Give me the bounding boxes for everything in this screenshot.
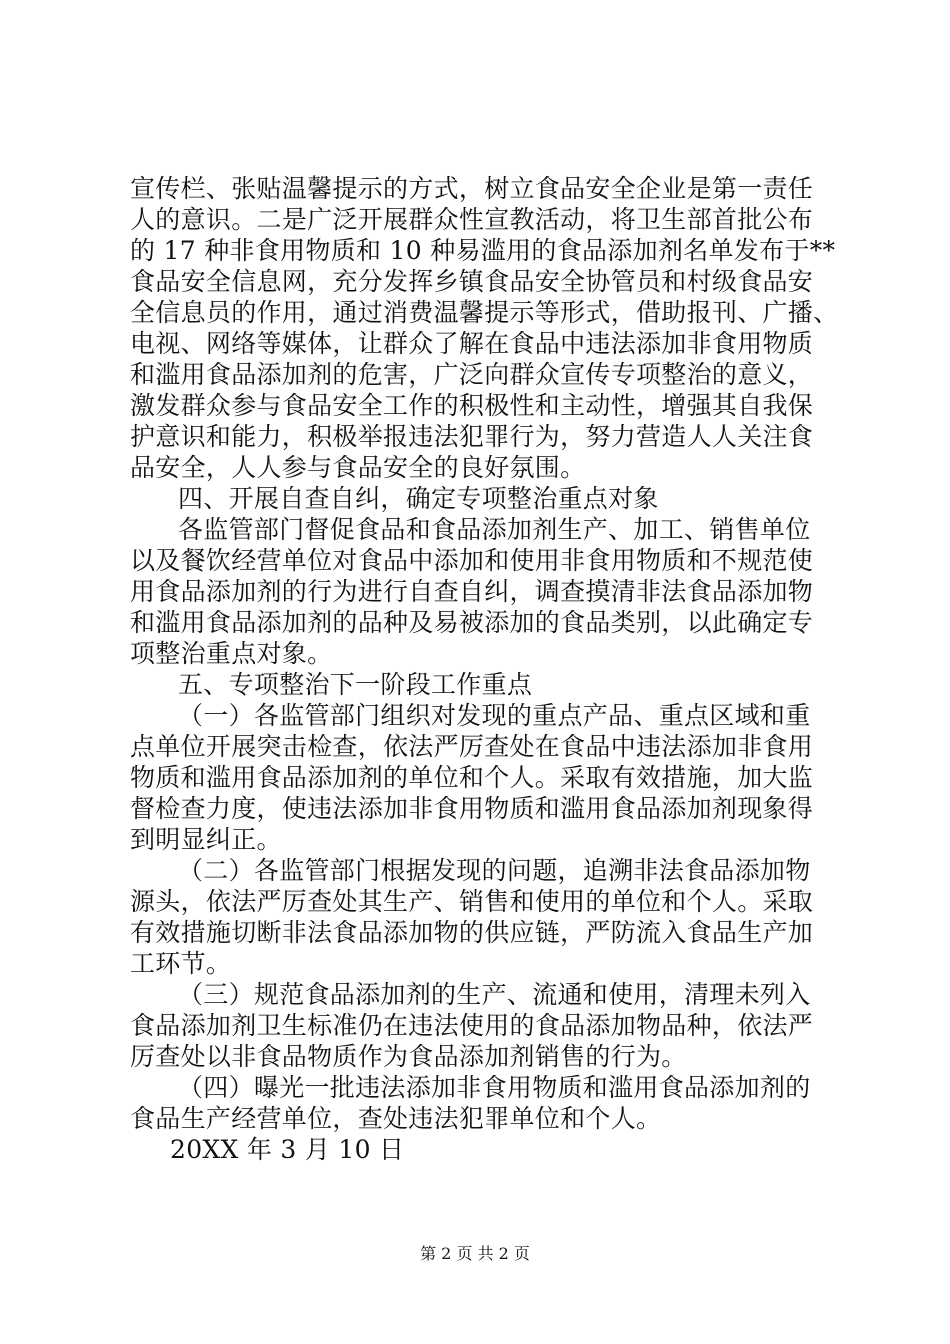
body-line: 源头，依法严厉查处其生产、销售和使用的单位和个人。采取 (130, 887, 814, 916)
section-heading: 五、专项整治下一阶段工作重点 (178, 670, 533, 699)
body-line: （三）规范食品添加剂的生产、流通和使用，清理未列入 (178, 980, 811, 1009)
body-line: 工环节。 (130, 949, 232, 978)
body-line: 的 17 种非食用物质和 10 种易滥用的食品添加剂名单发布于** (130, 236, 836, 265)
body-line: 项整治重点对象。 (130, 639, 333, 668)
body-line: 品安全，人人参与食品安全的良好氛围。 (130, 453, 586, 482)
body-line: 食品生产经营单位，查处违法犯罪单位和个人。 (130, 1104, 662, 1133)
body-line: 人的意识。二是广泛开展群众性宣教活动，将卫生部首批公布 (130, 205, 814, 234)
body-line: 护意识和能力，积极举报违法犯罪行为，努力营造人人关注食 (130, 422, 814, 451)
body-line: 激发群众参与食品安全工作的积极性和主动性，增强其自我保 (130, 391, 814, 420)
body-line: 物质和滥用食品添加剂的单位和个人。采取有效措施，加大监 (130, 763, 814, 792)
body-line: 督检查力度，使违法添加非食用物质和滥用食品添加剂现象得 (130, 794, 814, 823)
body-line: 食品安全信息网，充分发挥乡镇食品安全协管员和村级食品安 (130, 267, 814, 296)
body-line: 和滥用食品添加剂的品种及易被添加的食品类别，以此确定专 (130, 608, 814, 637)
body-line: 食品添加剂卫生标准仍在违法使用的食品添加物品种，依法严 (130, 1011, 814, 1040)
body-line: 以及餐饮经营单位对食品中添加和使用非食用物质和不规范使 (130, 546, 814, 575)
body-line: 各监管部门督促食品和食品添加剂生产、加工、销售单位 (178, 515, 811, 544)
body-line: 宣传栏、张贴温馨提示的方式，树立食品安全企业是第一责任 (130, 174, 814, 203)
body-line: （二）各监管部门根据发现的问题，追溯非法食品添加物 (178, 856, 811, 885)
body-line: （四）曝光一批违法添加非食用物质和滥用食品添加剂的 (178, 1073, 811, 1102)
body-line: 和滥用食品添加剂的危害，广泛向群众宣传专项整治的意义， (130, 360, 814, 389)
page-number-footer: 第 2 页 共 2 页 (420, 1244, 530, 1263)
body-line: 有效措施切断非法食品添加物的供应链，严防流入食品生产加 (130, 918, 814, 947)
body-line: 用食品添加剂的行为进行自查自纠，调查摸清非法食品添加物 (130, 577, 814, 606)
document-date: 20XX 年 3 月 10 日 (170, 1135, 405, 1164)
body-line: （一）各监管部门组织对发现的重点产品、重点区域和重 (178, 701, 811, 730)
body-line: 全信息员的作用，通过消费温馨提示等形式，借助报刊、广播、 (130, 298, 839, 327)
body-line: 到明显纠正。 (130, 825, 282, 854)
section-heading: 四、开展自查自纠，确定专项整治重点对象 (178, 484, 659, 513)
body-line: 点单位开展突击检查，依法严厉查处在食品中违法添加非食用 (130, 732, 814, 761)
body-line: 电视、网络等媒体，让群众了解在食品中违法添加非食用物质 (130, 329, 814, 358)
body-line: 厉查处以非食品物质作为食品添加剂销售的行为。 (130, 1042, 687, 1071)
